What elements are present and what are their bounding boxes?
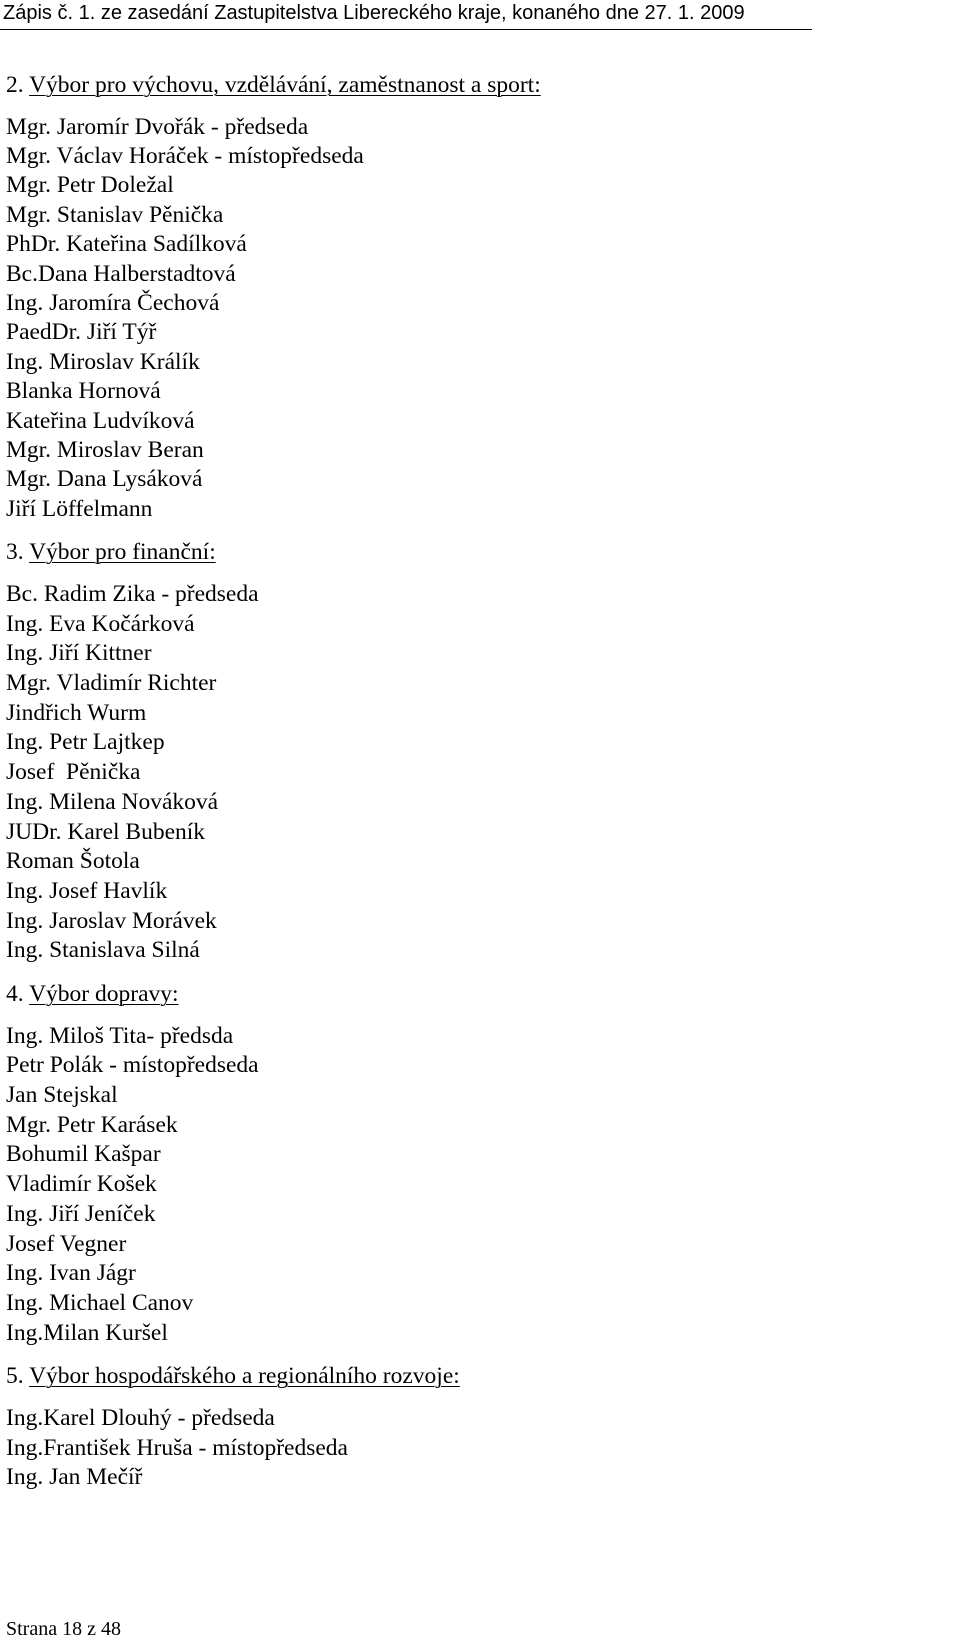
member-item: Bc.Dana Halberstadtová — [6, 260, 236, 287]
member-item: PaedDr. Jiří Týř — [6, 319, 157, 346]
section-number: 4. — [6, 981, 24, 1008]
member-item: Ing. Jan Mečíř — [6, 1464, 143, 1491]
section-title: Výbor pro finanční: — [29, 539, 216, 566]
member-item: Ing.Karel Dlouhý - předseda — [6, 1404, 275, 1431]
page-header — [0, 0, 960, 29]
section-number: 2. — [6, 72, 24, 98]
committee-section-5 — [6, 1362, 946, 1493]
member-item: Ing.František Hruša - místopředseda — [6, 1434, 348, 1461]
member-item: Ing. Jaromíra Čechová — [6, 290, 220, 317]
member-item: Mgr. Stanislav Pěnička — [6, 201, 224, 228]
section-number: 3. — [6, 539, 24, 566]
member-item: Jindřich Wurm — [6, 699, 147, 726]
member-item: Ing. Milena Nováková — [6, 788, 219, 815]
member-list — [6, 1404, 946, 1493]
document-title: Zápis č. 1. ze zasedání Zastupitelstva Libereckého kraje, konaného dne 27. 1. 2009 — [3, 2, 745, 24]
section-heading — [6, 1362, 946, 1392]
member-item: Bohumil Kašpar — [6, 1141, 161, 1168]
header-divider — [0, 29, 812, 30]
member-item: Ing. Ivan Jágr — [6, 1260, 136, 1287]
member-item: Kateřina Ludvíková — [6, 407, 195, 434]
member-item: Mgr. Petr Doležal — [6, 172, 174, 199]
committee-section-2 — [6, 71, 946, 524]
committee-section-3 — [6, 538, 946, 966]
member-item: Ing. Jiří Jeníček — [6, 1200, 156, 1227]
member-item: Ing. Miroslav Králík — [6, 348, 200, 375]
section-title: Výbor pro výchovu, vzdělávání, zaměstnanost a sport: — [29, 72, 541, 98]
member-item: Blanka Hornová — [6, 378, 161, 405]
section-heading — [6, 980, 946, 1010]
member-item: Petr Polák - místopředseda — [6, 1052, 259, 1079]
member-item: PhDr. Kateřina Sadílková — [6, 231, 247, 258]
member-list — [6, 580, 946, 966]
member-item: Ing. Michael Canov — [6, 1289, 194, 1316]
member-item: Ing. Stanislava Silná — [6, 937, 200, 964]
member-item: Ing. Eva Kočárková — [6, 610, 195, 637]
member-item: Vladimír Košek — [6, 1171, 157, 1198]
member-item: Ing. Josef Havlík — [6, 877, 168, 904]
member-item: JUDr. Karel Bubeník — [6, 818, 206, 845]
member-item: Mgr. Miroslav Beran — [6, 437, 204, 464]
member-item: Josef Pěnička — [6, 759, 141, 786]
member-item: Ing. Petr Lajtkep — [6, 729, 165, 756]
member-item: Jan Stejskal — [6, 1082, 118, 1109]
member-item: Mgr. Václav Horáček - místopředseda — [6, 143, 364, 169]
page-footer — [6, 1616, 121, 1642]
section-heading — [6, 538, 946, 568]
member-item: Ing. Miloš Tita- předsda — [6, 1022, 234, 1049]
section-number: 5. — [6, 1363, 24, 1390]
section-title: Výbor dopravy: — [29, 981, 179, 1008]
member-item: Roman Šotola — [6, 848, 140, 875]
member-item: Mgr. Dana Lysáková — [6, 466, 203, 493]
member-item: Jiří Löffelmann — [6, 495, 153, 522]
member-item: Mgr. Vladimír Richter — [6, 669, 217, 696]
member-item: Josef Vegner — [6, 1230, 127, 1257]
member-item: Ing.Milan Kuršel — [6, 1319, 168, 1346]
section-heading — [6, 71, 946, 101]
committee-section-4 — [6, 980, 946, 1348]
member-list — [6, 113, 946, 525]
member-list — [6, 1022, 946, 1349]
member-item: Bc. Radim Zika - předseda — [6, 580, 259, 607]
document-body — [6, 71, 946, 1493]
page-number: Strana 18 z 48 — [6, 1618, 121, 1640]
member-item: Mgr. Petr Karásek — [6, 1111, 178, 1138]
section-title: Výbor hospodářského a regionálního rozvoje: — [29, 1363, 460, 1390]
member-item: Ing. Jiří Kittner — [6, 640, 152, 667]
member-item: Ing. Jaroslav Morávek — [6, 907, 217, 934]
member-item: Mgr. Jaromír Dvořák - předseda — [6, 113, 309, 140]
